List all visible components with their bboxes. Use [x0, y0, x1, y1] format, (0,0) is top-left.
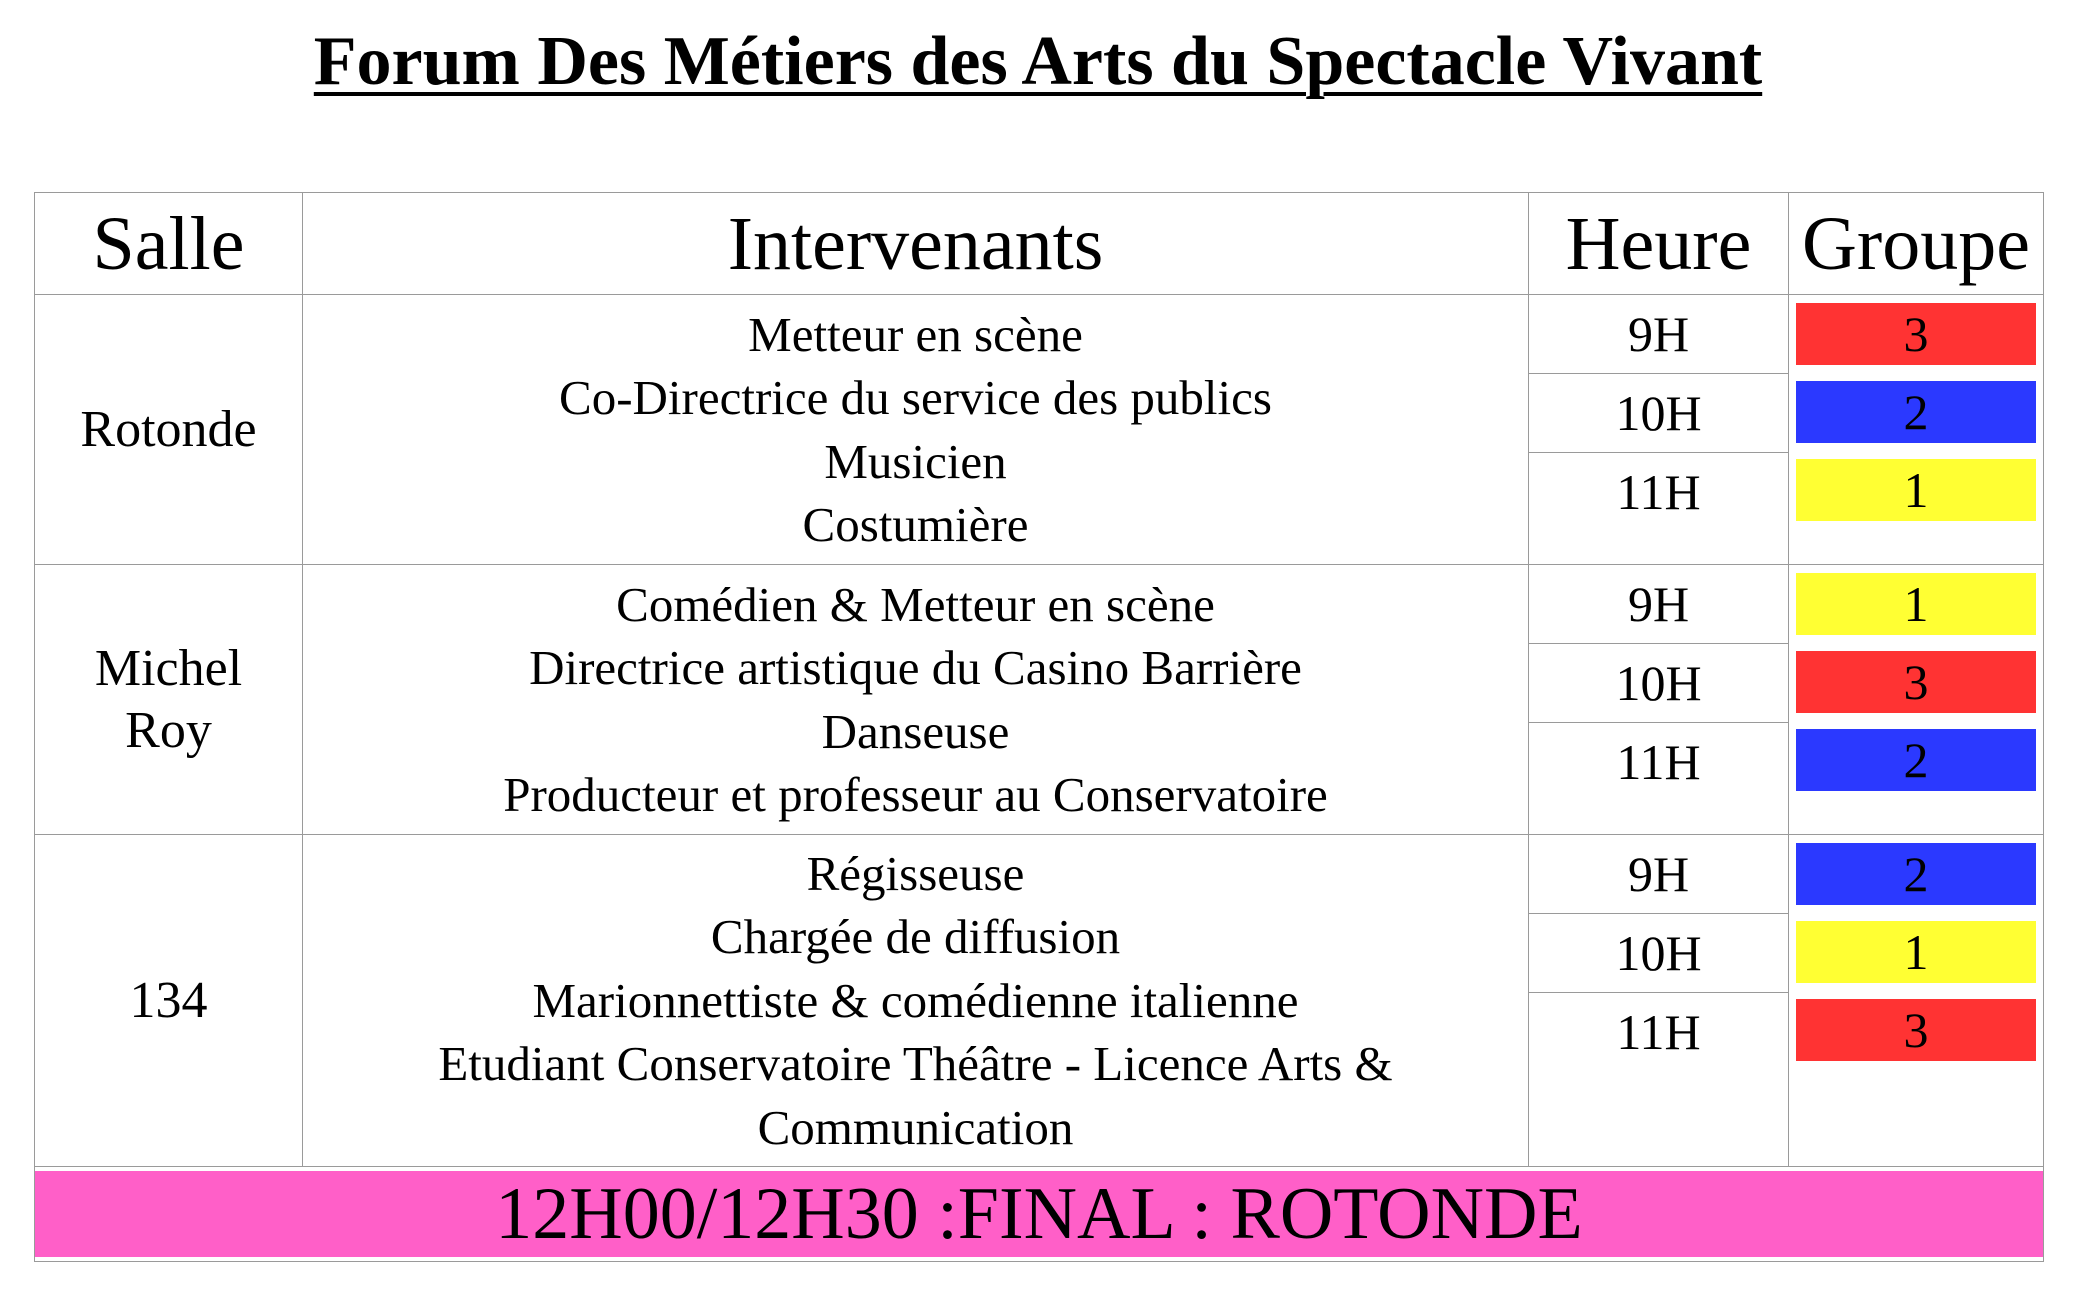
group-badge: 3 — [1796, 303, 2036, 365]
heure-cell — [1529, 565, 1789, 835]
page-title: Forum Des Métiers des Arts du Spectacle Vivant — [313, 23, 1763, 100]
header-heure: Heure — [1529, 193, 1789, 295]
heure-cell — [1529, 835, 1789, 1167]
heure-slot: 11H — [1529, 452, 1788, 531]
intervenants-cell — [303, 565, 1529, 835]
final-banner: 12H00/12H30 :FINAL : ROTONDE — [35, 1171, 2043, 1257]
final-cell — [35, 1167, 2044, 1262]
heure-slot: 10H — [1529, 643, 1788, 722]
intervenant: Danseuse — [821, 703, 1010, 759]
intervenant: Metteur en scène — [748, 306, 1083, 362]
header-intervenants: Intervenants — [303, 193, 1529, 295]
schedule-table — [34, 192, 2044, 1262]
heure-slot: 10H — [1529, 913, 1788, 992]
heure-slot: 10H — [1529, 373, 1788, 452]
intervenant: Chargée de diffusion — [710, 909, 1121, 965]
heure-slot: 9H — [1627, 576, 1690, 632]
group-badge: 1 — [1796, 921, 2036, 983]
group-badge: 3 — [1796, 999, 2036, 1061]
intervenants-cell — [303, 835, 1529, 1167]
salle-cell — [35, 565, 303, 835]
header-groupe: Groupe — [1789, 193, 2044, 295]
heure-slot: 11H — [1529, 992, 1788, 1071]
intervenant: Co-Directrice du service des publics — [559, 370, 1272, 425]
group-badge: 3 — [1796, 651, 2036, 713]
header-row — [35, 193, 2044, 295]
group-badge: 1 — [1796, 459, 2036, 521]
heure-cell — [1529, 295, 1789, 565]
groupe-cell — [1789, 565, 2044, 835]
intervenant: Producteur et professeur au Conservatoire — [503, 767, 1328, 822]
intervenant: Directrice artistique du Casino Barrière — [529, 640, 1302, 695]
heure-slot: 9H — [1627, 306, 1690, 362]
intervenant: Musicien — [824, 433, 1007, 489]
salle-cell: Rotonde — [35, 295, 303, 565]
group-badge: 2 — [1796, 381, 2036, 443]
group-badge: 1 — [1796, 573, 2036, 635]
final-row — [35, 1167, 2044, 1262]
table-row — [35, 295, 2044, 565]
groupe-cell — [1789, 295, 2044, 565]
salle-cell: 134 — [35, 835, 303, 1167]
header-salle: Salle — [35, 193, 303, 295]
salle-label: Michel Roy — [94, 639, 243, 759]
heure-slot: 11H — [1529, 722, 1788, 801]
heure-slot: 9H — [1627, 846, 1690, 902]
intervenant: Etudiant Conservatoire Théâtre - Licence Arts & Communication — [438, 1036, 1393, 1155]
group-badge: 2 — [1796, 729, 2036, 791]
intervenant: Comédien & Metteur en scène — [616, 576, 1215, 632]
intervenant: Régisseuse — [806, 845, 1025, 901]
group-badge: 2 — [1796, 843, 2036, 905]
intervenant: Marionnettiste & comédienne italienne — [532, 972, 1299, 1028]
groupe-cell — [1789, 835, 2044, 1167]
intervenants-cell — [303, 295, 1529, 565]
table-row — [35, 565, 2044, 835]
intervenant: Costumière — [802, 497, 1029, 552]
table-row — [35, 835, 2044, 1167]
